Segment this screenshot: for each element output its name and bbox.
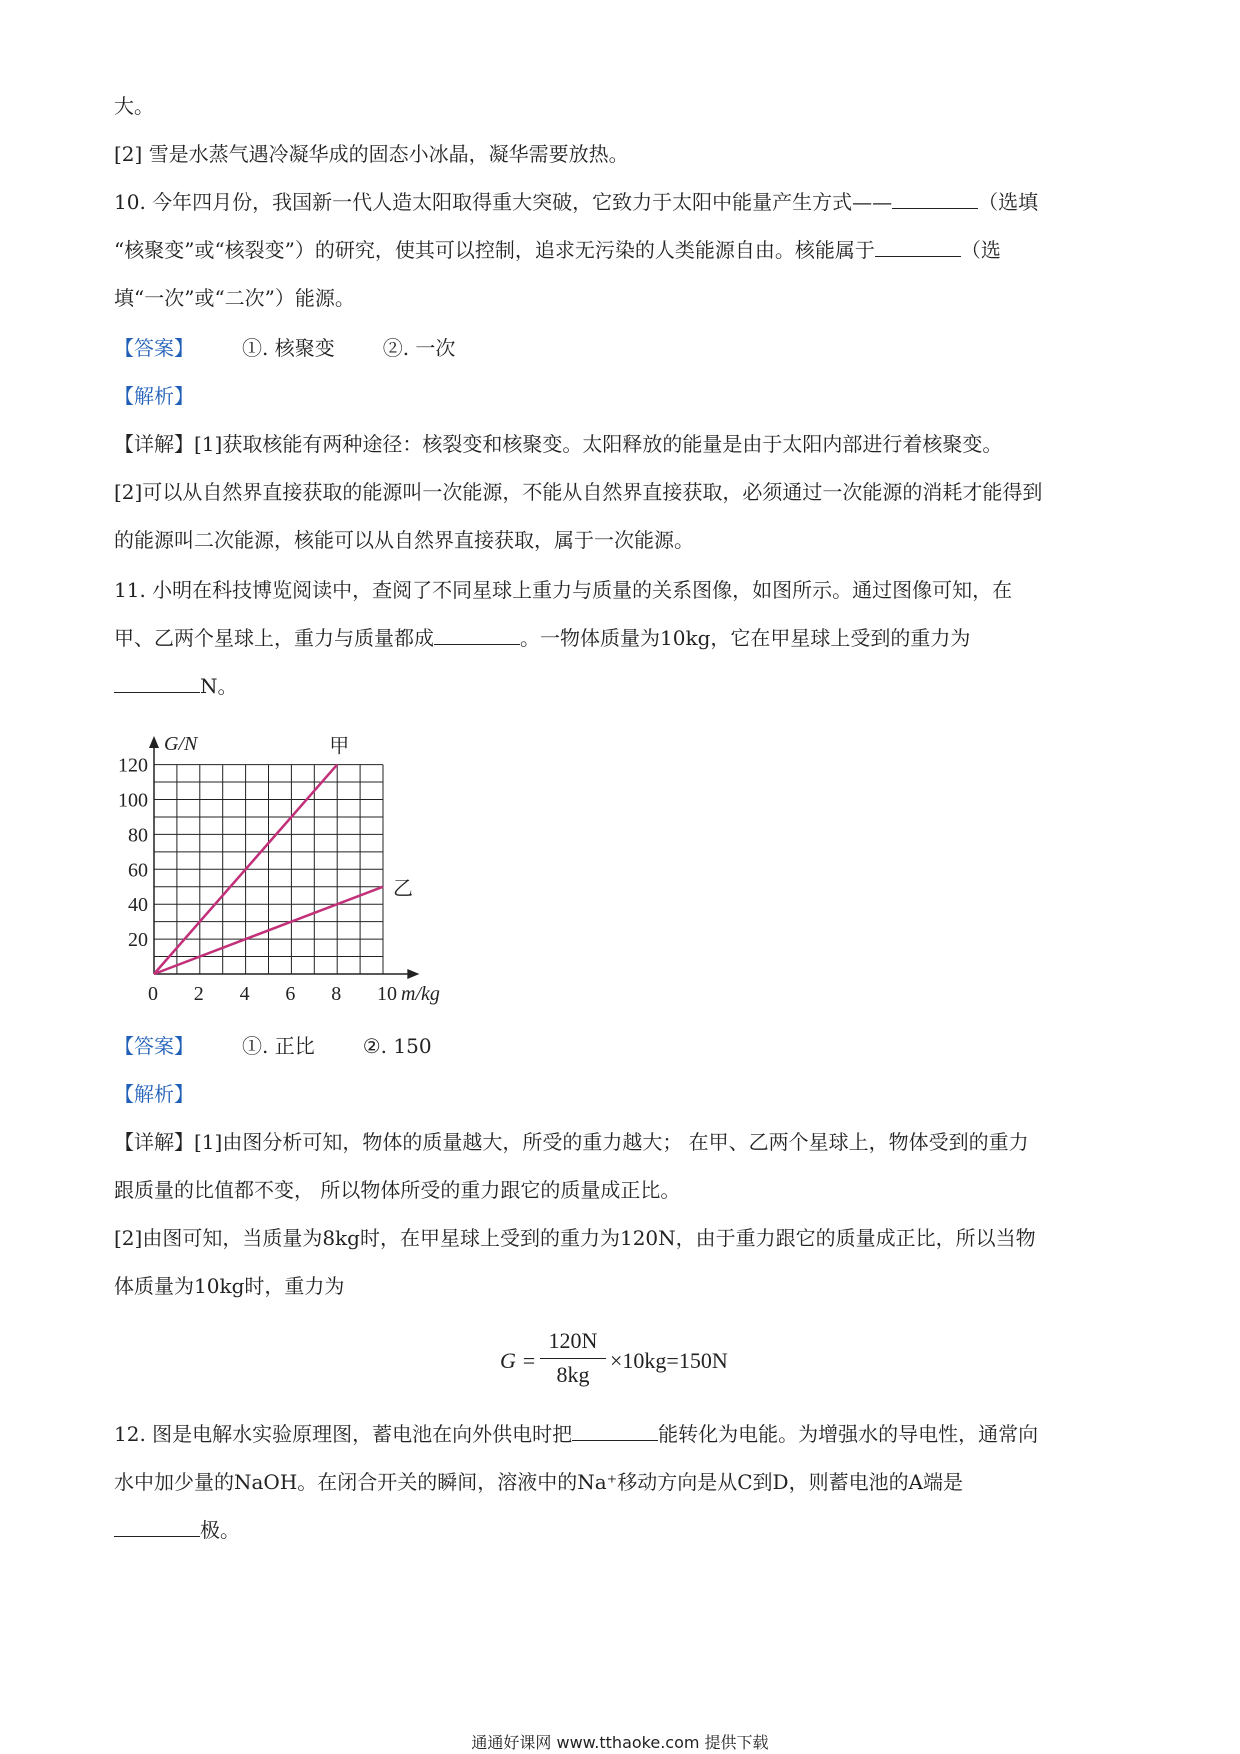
y-axis-arrow [149,736,159,748]
question-12-line2: 水中加少量的NaOH。在闭合开关的瞬间，溶液中的Na⁺移动方向是从C到D，则蓄电池的A端是 [114,1470,964,1494]
chart-axes [149,736,419,979]
question-text: （选填 [978,190,1039,214]
x-tick-label: 0 [148,983,158,1005]
x-axis-arrow [407,969,419,979]
fraction-bar [540,1358,606,1359]
x-tick-label: 8 [331,983,342,1005]
formula [500,1328,780,1398]
text-line: 大。 [114,94,154,118]
question-11-line2 [114,624,970,652]
answer-blank [114,672,200,693]
formula-denominator: 8kg [556,1362,590,1387]
question-text: 。一物体质量为10kg，它在甲星球上受到的重力为 [520,626,971,650]
detail-line: [2]由图可知，当质量为8kg时，在甲星球上受到的重力为120N，由于重力跟它的质量成正比，所以当物 [114,1226,1036,1250]
answer-blank [114,1516,200,1537]
question-text: “核聚变”或“核裂变”）的研究，使其可以控制，追求无污染的人类能源自由。核能属于 [114,238,875,262]
x-axis-label: m/kg [401,983,440,1005]
answer-blank [572,1420,658,1441]
y-axis-label: G/N [164,734,198,755]
x-tick-label: 6 [285,983,296,1005]
footer: 通通好课网 www.tthaoke.com 提供下载 [471,1733,769,1752]
question-text: 10. 今年四月份，我国新一代人造太阳取得重大突破，它致力于太阳中能量产生方式—— [114,190,893,214]
question-text: 甲、乙两个星球上，重力与质量都成 [114,626,434,650]
detail-line: 【详解】[1]由图分析可知，物体的质量越大，所受的重力越大； 在甲、乙两个星球上，物体受到的重力 [114,1130,1029,1154]
answer-blank [892,188,978,209]
chart-grid [154,765,383,974]
y-tick-label: 20 [128,929,148,952]
text-line: [2] 雪是水蒸气遇冷凝华成的固态小冰晶，凝华需要放热。 [114,142,629,166]
question-text: （选 [960,238,1001,262]
formula-numerator: 120N [548,1328,598,1353]
x-tick-label: 10 [377,983,397,1005]
question-10-line3: 填“一次”或“二次”）能源。 [114,286,355,310]
x-tick-label: 4 [239,983,250,1005]
answer-11 [114,1032,432,1060]
x-tick-label: 2 [193,983,204,1005]
y-tick-label: 80 [128,824,148,847]
y-tick-label: 100 [118,789,148,812]
detail-line: 的能源叫二次能源，核能可以从自然界直接获取，属于一次能源。 [114,528,694,552]
answer-blank [434,624,520,645]
answer-tag: 【答案】 [114,336,194,360]
gravity-mass-chart [114,734,474,1014]
question-text: N。 [200,674,238,698]
answer-item: ②. 150 [362,1034,432,1058]
answer-item: ②. 一次 [382,336,456,360]
formula-lhs: G = [500,1348,537,1373]
detail-line: 跟质量的比值都不变， 所以物体所受的重力跟它的质量成正比。 [114,1178,681,1202]
y-tick-label: 60 [128,859,148,882]
y-tick-label: 120 [118,754,148,777]
y-tick-label: 40 [128,894,148,917]
question-text: 能转化为电能。为增强水的导电性，通常向 [658,1422,1039,1446]
answer-tag: 【答案】 [114,1034,194,1058]
question-12-line3 [114,1516,240,1544]
formula-rhs: ×10kg=150N [610,1348,728,1373]
detail-line: [2]可以从自然界直接获取的能源叫一次能源，不能从自然界直接获取，必须通过一次能源的消耗才能得到 [114,480,1043,504]
detail-line: 【详解】[1]获取核能有两种途径：核裂变和核聚变。太阳释放的能量是由于太阳内部进行着核聚变。 [114,432,1003,456]
question-11-line3 [114,672,238,700]
answer-10 [114,334,455,362]
question-10-line2 [114,236,1001,264]
series-label: 乙 [393,877,413,900]
answer-blank [875,236,961,257]
question-text: 12. 图是电解水实验原理图，蓄电池在向外供电时把 [114,1422,573,1446]
question-12-line1 [114,1420,1038,1448]
series-label: 甲 [329,735,350,758]
question-text: 极。 [200,1518,240,1542]
answer-item: ①. 正比 [242,1034,315,1058]
answer-item: ①. 核聚变 [242,336,335,360]
analysis-tag: 【解析】 [114,1082,194,1106]
detail-line: 体质量为10kg时，重力为 [114,1274,345,1298]
question-10-line1 [114,188,1038,216]
question-11-line1: 11. 小明在科技博览阅读中，查阅了不同星球上重力与质量的关系图像，如图所示。通过图像可知，在 [114,578,1013,602]
analysis-tag: 【解析】 [114,384,194,408]
